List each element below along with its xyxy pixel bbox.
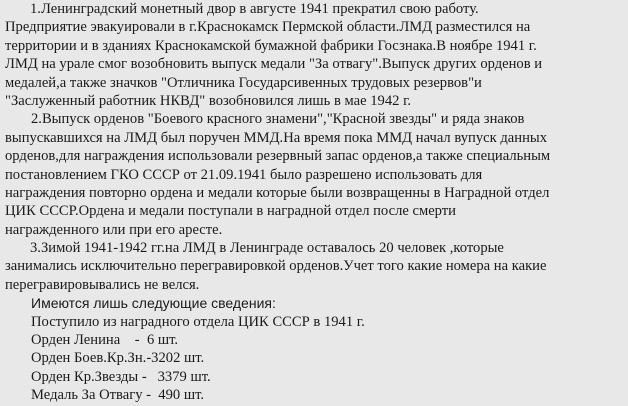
text-line: территории и в зданиях Краснокамской бумажной фабрики Госзнака.В ноябре 1941 г. [5, 37, 537, 54]
text-line: награждения повторно ордена и медали которые были возвращенны в Наградной отдел [5, 184, 550, 201]
info-item: Орден Кр.Звезды - 3379 шт. [31, 368, 211, 385]
info-source: Поступило из наградного отдела ЦИК СССР в 1941 г. [31, 313, 365, 330]
text-line: занимались исключительно перегравировкой орденов.Учет того какие номера на какие [5, 258, 547, 275]
text-line: перегравировывались не велся. [5, 276, 200, 293]
text-line: Предприятие эвакуировали в г.Краснокамск Пермской области.ЛМД разместился на [5, 19, 531, 36]
text-line: медалей,а также значков "Отличника Государсивенных трудовых резервов"и [5, 74, 482, 91]
text-line: 2.Выпуск орденов "Боевого красного знамени","Красной звезды" и ряда знаков [31, 111, 525, 128]
text-line: постановлением ГКО СССР от 21.09.1941 было разрешено использовать для [5, 166, 483, 183]
text-line: 3.Зимой 1941-1942 гг.на ЛМД в Ленинграде оставалось 20 человек ,которые [30, 240, 504, 257]
info-item: Медаль За Отвагу - 490 шт. [31, 387, 205, 404]
info-item: Орден Ленина - 6 шт. [31, 332, 179, 349]
info-heading: Имеются лишь следующие сведения: [31, 295, 276, 312]
paragraph-3 [5, 239, 628, 294]
text-line: ЛМД на урале смог возобновить выпуск медали "За отвагу".Выпуск других орденов и [5, 56, 543, 73]
paragraph-2 [5, 110, 628, 239]
text-line: 1.Ленинградский монетный двор в августе 1941 прекратил свою работу. [30, 1, 479, 17]
text-line: награжденного или при его аресте. [5, 221, 223, 238]
text-line: "Заслуженный работник НКВД" возобновился лишь в мае 1942 г. [5, 92, 412, 109]
info-item: Орден Боев.Кр.Зн.-3202 шт. [31, 350, 205, 367]
text-line: выпускавшихся на ЛМД был поручен ММД.На время пока ММД начал вупуск данных [5, 129, 547, 146]
paragraph-1 [5, 0, 628, 110]
info-section [5, 294, 628, 404]
text-line: ЦИК СССР.Ордена и медали поступали в наградной отдел после смерти [5, 203, 456, 220]
text-line: орденов,для награждения использовали резервный запас орденов,а также специальным [5, 148, 551, 165]
